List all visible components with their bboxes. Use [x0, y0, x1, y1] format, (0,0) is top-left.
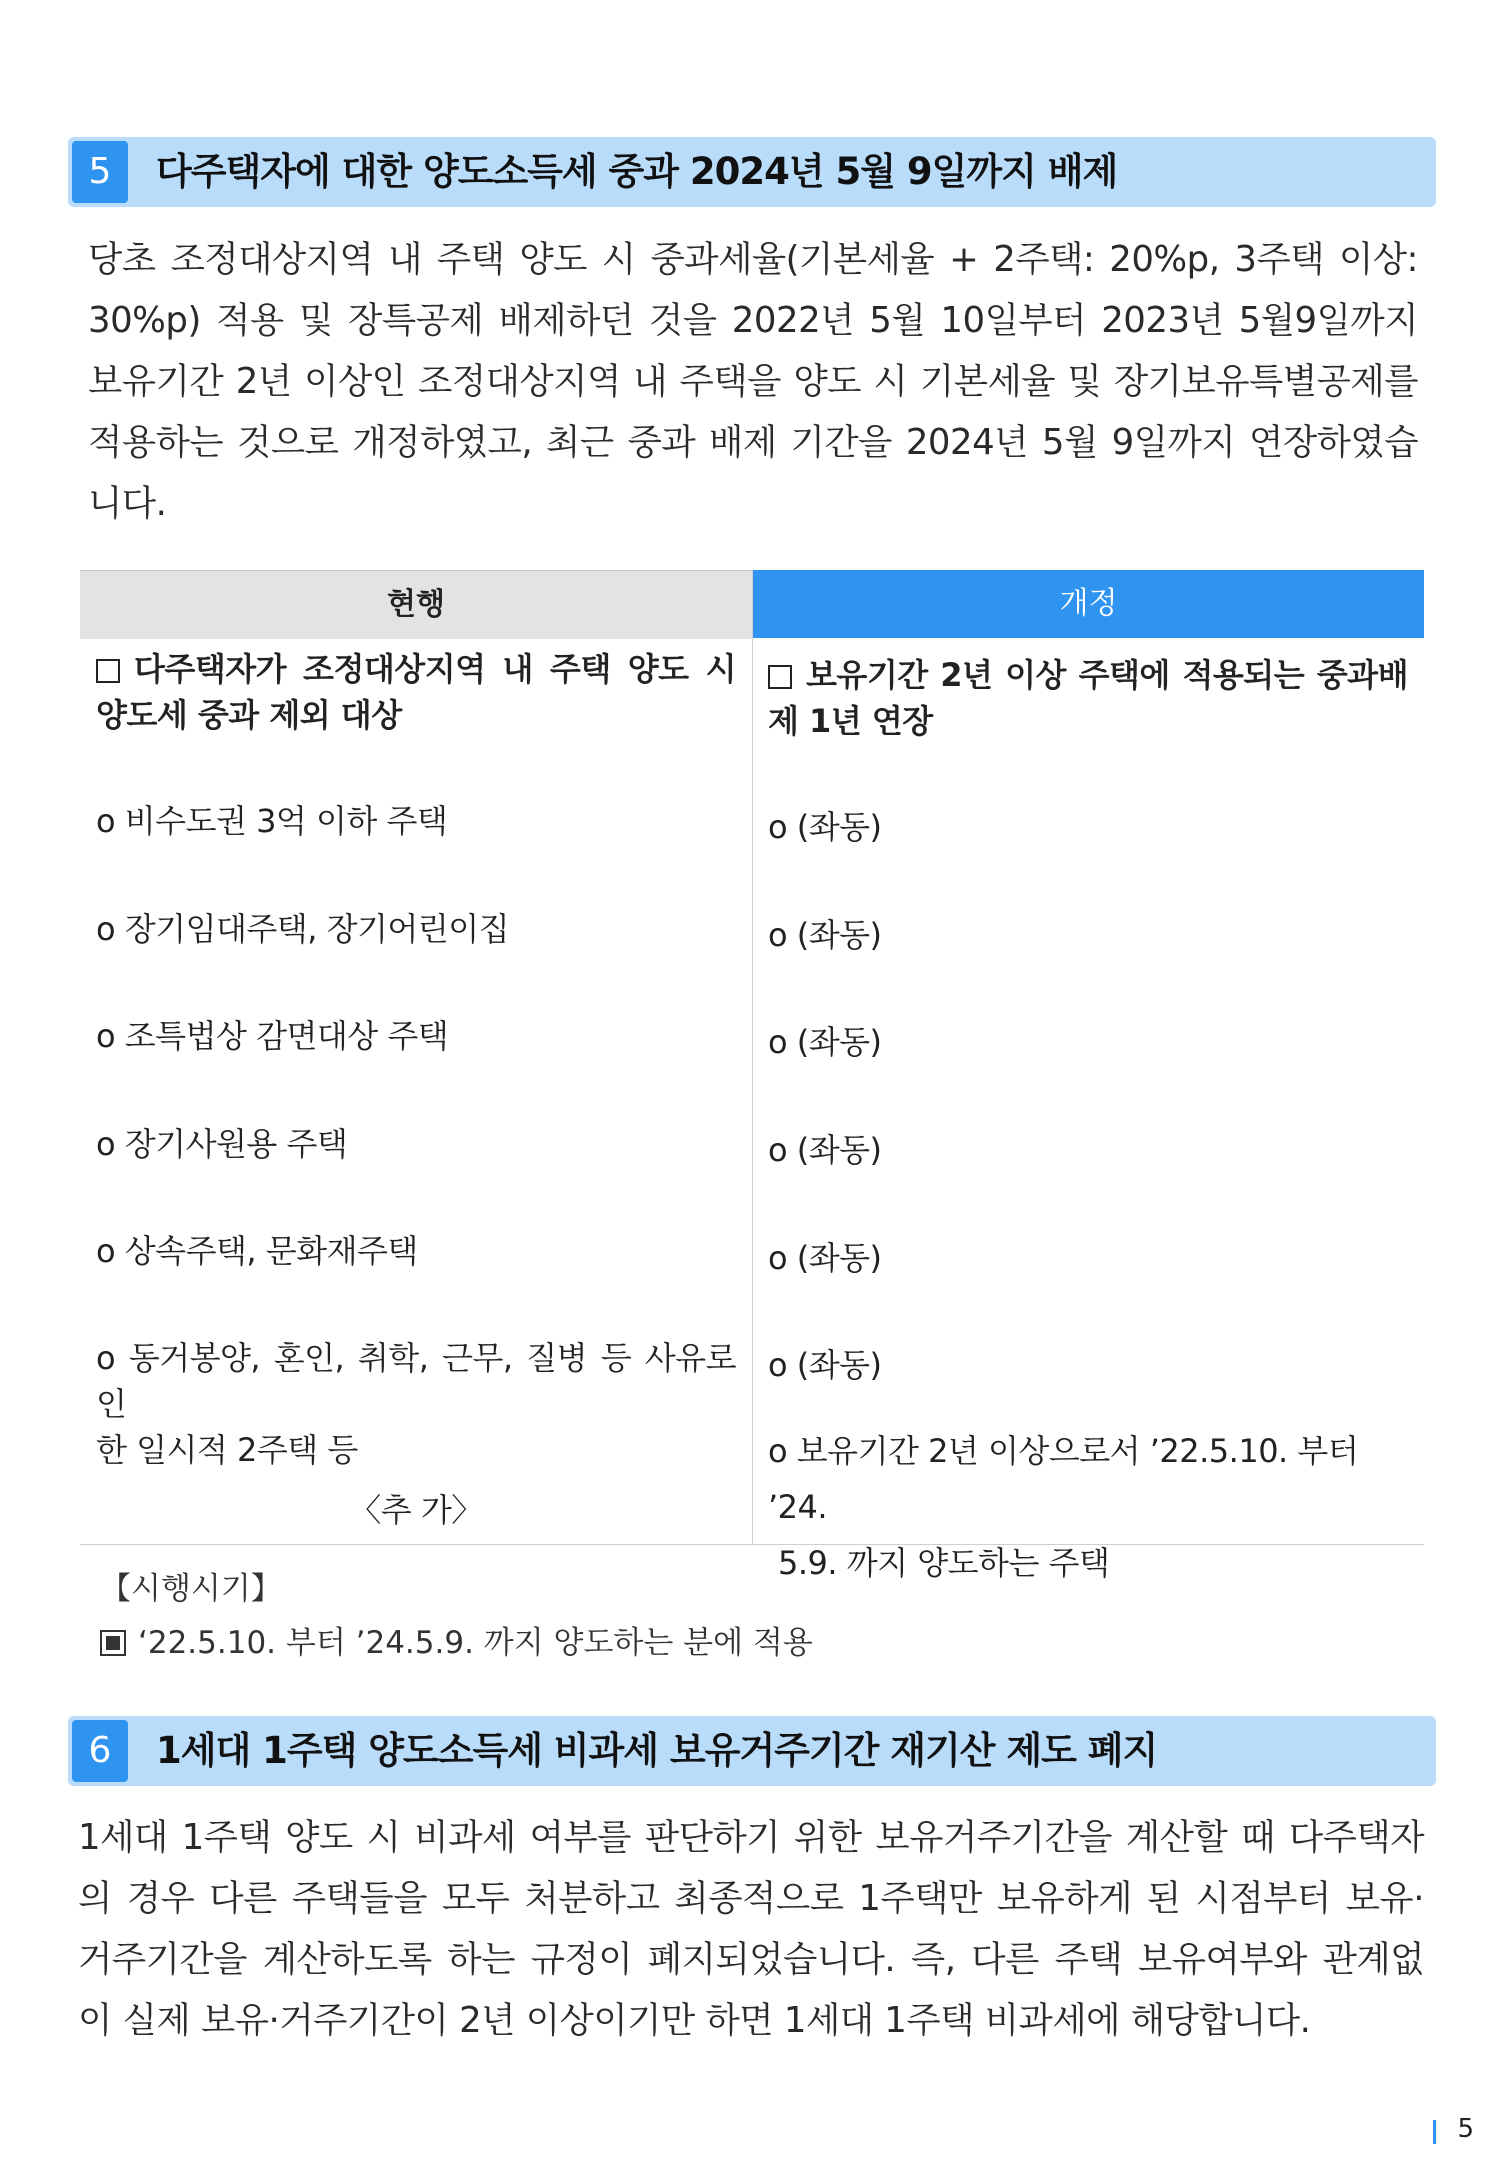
revised-added-item: o 보유기간 2년 이상으로서 ’22.5.10. 부터 ’24. 5.9. 까지 양도하는 주택 — [768, 1432, 1359, 1582]
comparison-table — [80, 570, 1424, 1582]
header-current: 현행 — [80, 570, 752, 639]
paragraph-line: 1세대 1주택 양도 시 비과세 여부를 판단하기 위한 보유거주기간을 계산할 때 다주택자 — [78, 1817, 1424, 1858]
filled-square-icon — [100, 1630, 126, 1656]
paragraph-line: 적용하는 것으로 개정하였고, 최근 중과 배제 기간을 2024년 5월 9일까지 연장하였습 — [88, 422, 1418, 463]
paragraph-line: 니다. — [88, 483, 167, 524]
paragraph-line: 당초 조정대상지역 내 주택 양도 시 중과세율(기본세율 + 2주택: 20%p, 3주택 이상: — [88, 239, 1418, 280]
section-5-paragraph — [88, 229, 1418, 534]
effective-label: 【시행시기】 — [100, 1571, 282, 1607]
section-6-paragraph — [78, 1807, 1424, 2051]
current-item: o 비수도권 3억 이하 주택 — [96, 802, 448, 840]
revised-item: o (좌동) — [768, 808, 882, 846]
current-item: o 장기사원용 주택 — [96, 1125, 348, 1163]
page-number-bar — [1433, 2120, 1436, 2144]
section-5-header — [68, 137, 1436, 207]
revised-item: o (좌동) — [768, 916, 882, 954]
revised-heading: 보유기간 2년 이상 주택에 적용되는 중과배 제 1년 연장 — [768, 656, 1408, 740]
paragraph-line: 보유기간 2년 이상인 조정대상지역 내 주택을 양도 시 기본세율 및 장기보유특별공제를 — [88, 361, 1418, 402]
paragraph-line: 거주기간을 계산하도록 하는 규정이 폐지되었습니다. 즉, 다른 주택 보유여부와 관계없 — [78, 1939, 1424, 1980]
current-item: o 장기임대주택, 장기어린이집 — [96, 910, 510, 948]
page-number: 5 — [1457, 2114, 1474, 2144]
current-item: o 조특법상 감면대상 주택 — [96, 1017, 449, 1055]
section-6-number: 6 — [72, 1720, 128, 1782]
section-5-title: 다주택자에 대한 양도소득세 중과 2024년 5월 9일까지 배제 — [156, 150, 1118, 193]
current-item-last: o 동거봉양, 혼인, 취학, 근무, 질병 등 사유로 인 한 일시적 2주택 등 — [96, 1339, 736, 1469]
revised-item: o (좌동) — [768, 1131, 882, 1169]
revised-item: o (좌동) — [768, 1239, 882, 1277]
paragraph-line: 의 경우 다른 주택들을 모두 처분하고 최종적으로 1주택만 보유하게 된 시점부터 보유· — [78, 1878, 1424, 1919]
header-revised: 개정 — [753, 570, 1424, 638]
section-5-number: 5 — [72, 141, 128, 203]
revised-item: o (좌동) — [768, 1023, 882, 1061]
column-divider — [752, 570, 753, 1545]
current-heading: 다주택자가 조정대상지역 내 주택 양도 시 양도세 중과 제외 대상 — [96, 650, 736, 734]
added-label: 〈추 가〉 — [349, 1491, 483, 1529]
effective-note: ‘22.5.10. 부터 ’24.5.9. 까지 양도하는 분에 적용 — [100, 1620, 813, 1666]
paragraph-line: 30%p) 적용 및 장특공제 배제하던 것을 2022년 5월 10일부터 2023년 5월9일까지 — [88, 300, 1418, 341]
checkbox-icon — [96, 659, 120, 683]
paragraph-line: 이 실제 보유·거주기간이 2년 이상이기만 하면 1세대 1주택 비과세에 해당합니다. — [78, 2000, 1311, 2041]
section-6-title: 1세대 1주택 양도소득세 비과세 보유거주기간 재기산 제도 폐지 — [156, 1729, 1158, 1772]
section-6-header — [68, 1716, 1436, 1786]
checkbox-icon — [768, 665, 792, 689]
revised-item: o (좌동) — [768, 1346, 882, 1384]
current-item: o 상속주택, 문화재주택 — [96, 1232, 418, 1270]
